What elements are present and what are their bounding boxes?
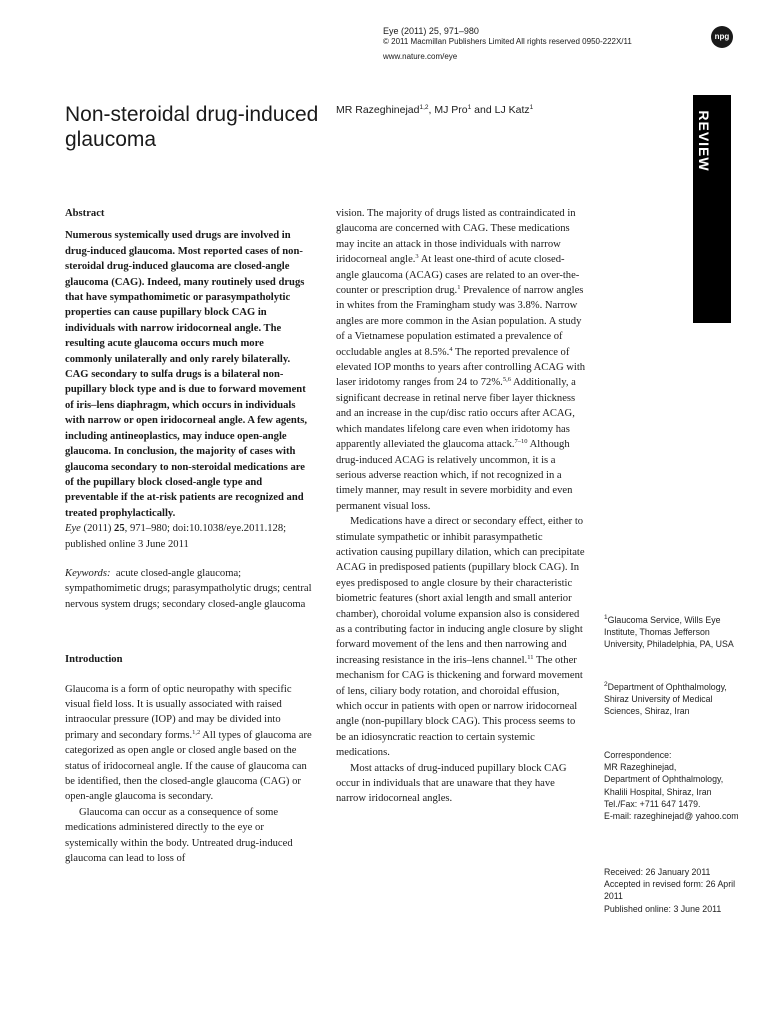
- author-name: MR Razeghinejad: [336, 104, 420, 116]
- copyright-line: © 2011 Macmillan Publishers Limited All rights reserved 0950-222X/11: [383, 37, 632, 46]
- author-affiliation-mark: 1,2: [419, 104, 429, 111]
- keywords: [65, 566, 313, 612]
- author-separator: ,: [428, 104, 435, 116]
- abstract-heading: Abstract: [65, 208, 105, 219]
- author-name: LJ Katz: [494, 104, 530, 116]
- reference-mark: 7–10: [514, 438, 528, 446]
- body-text: Medications have a direct or secondary effect, either to stimulate sympathetic or inhibit parasympathetic activation causing pupillary dilation, which can precipitate ACAG in predisposed patients (pupillary block CAG). In eyes predisposed to angle closure by their characteristic biometric features (short axial length and small anterior chamber), choroidal volume expansion also is considered as a contributing factor in inducing angle closure by slight forward movement of the lens and then narrowing and increasing resistance in the iris–lens channel.: [336, 516, 585, 666]
- journal-url[interactable]: www.nature.com/eye: [383, 52, 458, 61]
- correspondence-department: Department of Ophthalmology, Khalili Hospital, Shiraz, Iran: [604, 774, 724, 797]
- body-paragraph: [336, 206, 586, 514]
- correspondence-tel: Tel./Fax: +711 647 1479.: [604, 798, 701, 809]
- keywords-text: acute closed-angle glaucoma; sympathomimetic drugs; parasympatholytic drugs; central nervous system drugs; secondary closed-angle glaucoma: [65, 567, 312, 610]
- body-text: Additionally, a significant decrease in retinal nerve fiber layer thickness and an increase in the cup/disc ratio occurs after ACAG, which mandates lifelong care even when iridotomy has apparently alleviated the glaucoma attack.: [336, 377, 576, 451]
- citation-journal: Eye: [65, 523, 81, 535]
- author-list: [336, 104, 636, 116]
- middle-column: [336, 206, 586, 807]
- citation-year: (2011): [80, 523, 115, 535]
- publisher-logo: npg: [711, 26, 733, 48]
- body-text: Although drug-induced ACAG is relatively uncommon, it is a serious adverse reaction which, if not recognized in a timely manner, may result in severe morbidity and even permanent visual loss.: [336, 439, 573, 512]
- received-date: Received: 26 January 2011: [604, 867, 711, 877]
- sidebar-notes: [604, 0, 744, 1024]
- published-online-line: published online 3 June 2011: [65, 538, 189, 550]
- affiliation-1: [604, 614, 744, 651]
- correspondence-name: MR Razeghinejad,: [604, 762, 677, 773]
- author-affiliation-mark: 1: [467, 104, 472, 111]
- intro-paragraph: [65, 682, 313, 805]
- affiliation-2: [604, 681, 744, 718]
- correspondence-email[interactable]: E-mail: razeghinejad@ yahoo.com: [604, 811, 739, 822]
- affiliation-mark: 1: [604, 614, 608, 621]
- intro-paragraph: Glaucoma can occur as a consequence of some medications administered directly to the eye or systemically within the body. Untreated drug-induced glaucoma can lead to loss of: [65, 806, 293, 865]
- citation-doi: , 971–980; doi:10.1038/eye.2011.128;: [124, 523, 287, 535]
- abstract-body: Numerous systemically used drugs are involved in drug-induced glaucoma. Most reported cases of non-steroidal drug-induced glaucoma are closed-angle glaucoma (CAG). Indeed, many routinely used drugs that have sympathomimetic or parasympatholytic properties can cause pupillary block CAG in individuals with narrow iridocorneal angle. The resulting acute glaucoma occurs much more commonly unilaterally and only rarely bilaterally. CAG secondary to sulfa drugs is a bilateral non-pupillary block type and is due to forward movement of iris–lens diaphragm, which occurs in individuals with narrow or open iridocorneal angle. A few agents, including antineoplastics, may induce open-angle glaucoma. In conclusion, the majority of cases with glaucoma secondary to non-steroidal medications are of the pupillary block closed-angle type and preventable if the at-risk patients are recognized and treated prophylactically.: [65, 230, 308, 519]
- article-title: Non-steroidal drug-induced glaucoma: [65, 103, 319, 151]
- review-label: REVIEW: [696, 110, 712, 172]
- affiliation-mark: 2: [604, 681, 608, 688]
- author-separator: and: [471, 104, 495, 116]
- body-paragraph: [336, 514, 586, 761]
- published-date: Published online: 3 June 2011: [604, 903, 722, 914]
- affiliation-text: Glaucoma Service, Wills Eye Institute, Thomas Jefferson University, Philadelphia, PA, USA: [604, 615, 734, 650]
- body-text: The other mechanism for CAG is thickening and forward movement of lens, ciliary body rotation, and choroidal effusion, which occur in patients with open or narrow iridocorneal angle (non-pupillary block CAG). This process seems to be an idiosyncratic reaction to certain systemic medications.: [336, 654, 583, 759]
- author-affiliation-mark: 1: [529, 104, 534, 111]
- article-dates: [604, 866, 744, 915]
- body-text: At least one-third of acute closed-angle glaucoma (ACAG) cases are related to an over-the-counter or prescription drug.: [336, 254, 580, 297]
- journal-citation-line: Eye (2011) 25, 971–980: [383, 26, 479, 36]
- citation-volume: 25: [114, 523, 125, 535]
- reference-mark: 3: [415, 253, 419, 261]
- reference-mark: 4: [449, 345, 453, 353]
- correspondence-block: [604, 749, 744, 822]
- author-name: MJ Pro: [434, 104, 468, 116]
- reference-mark: 1,2: [192, 728, 201, 736]
- reference-mark: 11: [527, 653, 534, 661]
- reference-mark: 1: [457, 284, 461, 292]
- intro-text: Glaucoma is a form of optic neuropathy with specific visual field loss. It is usually associated with raised intraocular pressure (IOP) and may be divided into primary and secondary forms.: [65, 683, 292, 741]
- body-text: The reported prevalence of elevated IOP months to years after controlling ACAG with laser iridotomy ranges from 24 to 72%.: [336, 346, 586, 389]
- introduction-heading: Introduction: [65, 654, 123, 666]
- citation-line: [65, 521, 313, 536]
- intro-text: All types of glaucoma are categorized as open angle or closed angle based on the status of iridocorneal angle. If the cause of glaucoma can be identified, then the closed-angle glaucoma (CAG) or open-angle glaucoma is secondary.: [65, 729, 312, 803]
- reference-mark: 5,6: [502, 376, 511, 384]
- correspondence-label: Correspondence:: [604, 750, 672, 760]
- left-column: [65, 206, 313, 866]
- body-text: vision. The majority of drugs listed as contraindicated in glaucoma are concerned with CAG. These medications may incite an attack in those individuals with narrow iridocorneal angle.: [336, 208, 576, 266]
- affiliation-text: Department of Ophthalmology, Shiraz University of Medical Sciences, Shiraz, Iran: [604, 682, 727, 717]
- accepted-date: Accepted in revised form: 26 April 2011: [604, 879, 736, 902]
- body-text: Prevalence of narrow angles in whites from the Framingham study was 3.8%. Narrow angles are more common in the Asian population. A study of a Vietnamese population estimated a prevalence of occludable angles at 8.5%.: [336, 285, 584, 358]
- body-paragraph: Most attacks of drug-induced pupillary block CAG occur in individuals that are unaware that they have narrow iridocorneal angles.: [336, 762, 567, 805]
- keywords-label: Keywords:: [65, 567, 111, 579]
